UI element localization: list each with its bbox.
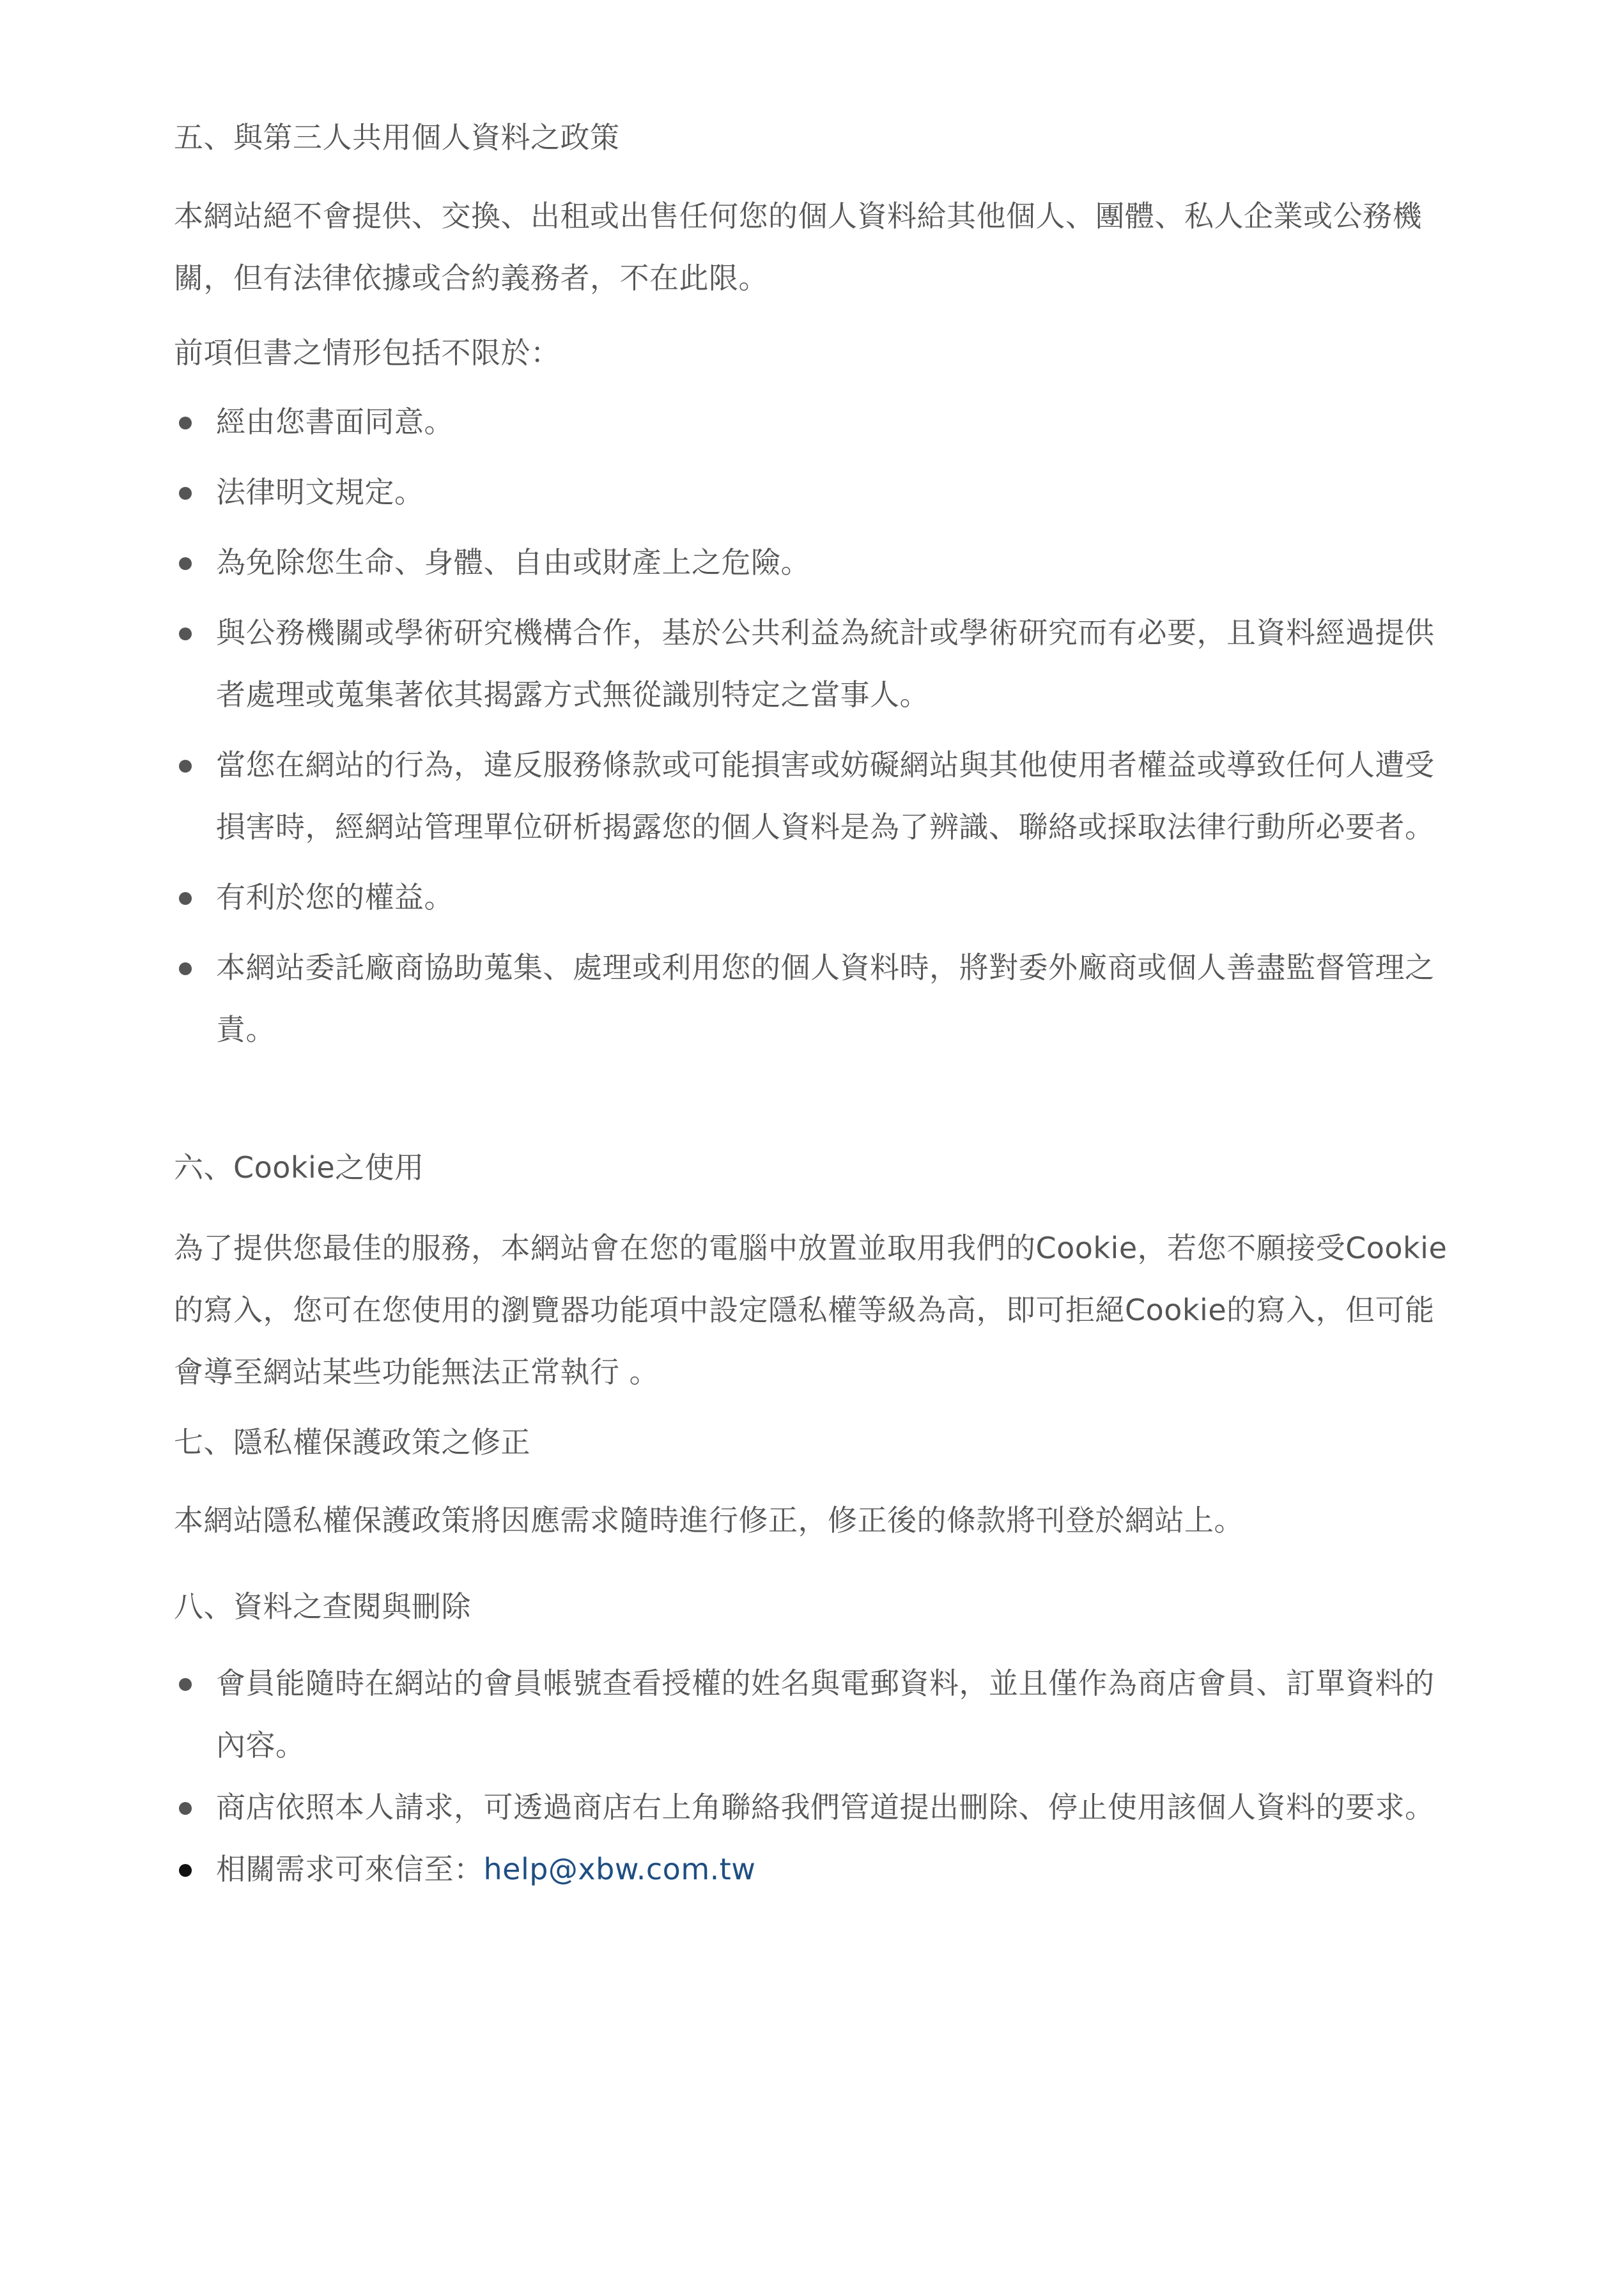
- section6-title: 六、Cookie之使用: [174, 1150, 424, 1185]
- bullet-icon: [179, 962, 192, 975]
- list-item: 商店依照本人請求，可透過商店右上角聯絡我們管道提出刪除、停止使用該個人資料的要求。: [174, 1776, 1452, 1838]
- contact-email-link[interactable]: help@xbw.com.tw: [483, 1852, 756, 1886]
- section6-paragraph: 為了提供您最佳的服務，本網站會在您的電腦中放置並取用我們的Cookie，若您不願接受Cookie的寫入，您可在您使用的瀏覽器功能項中設定隱私權等級為高，即可拒絕Cookie的寫入，但可能會導至網站某些功能無法正常執行 。: [174, 1231, 1448, 1389]
- bullet-icon: [179, 487, 192, 500]
- list-item: 本網站委託廠商協助蒐集、處理或利用您的個人資料時，將對委外廠商或個人善盡監督管理之責。: [174, 937, 1452, 1061]
- list-item-contact: [174, 1838, 1452, 1900]
- list-item: 有利於您的權益。: [174, 867, 1452, 928]
- bullet-icon: [179, 628, 192, 640]
- section8-title: 八、資料之查閱與刪除: [174, 1589, 471, 1624]
- bullet-icon: [179, 1802, 192, 1815]
- list-item: 當您在網站的行為，違反服務條款或可能損害或妨礙網站與其他使用者權益或導致任何人遭受損害時，經網站管理單位研析揭露您的個人資料是為了辨識、聯絡或採取法律行動所必要者。: [174, 734, 1452, 858]
- list-item: 法律明文規定。: [174, 461, 1452, 523]
- list-item: 為免除您生命、身體、自由或財產上之危險。: [174, 532, 1452, 594]
- section7-title: 七、隱私權保護政策之修正: [174, 1425, 530, 1460]
- bullet-icon: [179, 1678, 192, 1691]
- list-item: 會員能隨時在網站的會員帳號查看授權的姓名與電郵資料，並且僅作為商店會員、訂單資料的內容。: [174, 1653, 1452, 1776]
- list-item: 經由您書面同意。: [174, 391, 1452, 453]
- section5-list: [174, 391, 1452, 1061]
- section5-intro: 前項但書之情形包括不限於：: [174, 335, 561, 370]
- section7-paragraph: 本網站隱私權保護政策將因應需求隨時進行修正，修正後的條款將刊登於網站上。: [174, 1503, 1244, 1537]
- bullet-icon: [179, 1864, 192, 1877]
- bullet-icon: [179, 417, 192, 429]
- section8-list: [174, 1653, 1452, 1900]
- section5-title: 五、與第三人共用個人資料之政策: [174, 120, 620, 155]
- bullet-icon: [179, 760, 192, 773]
- list-item: 與公務機關或學術研究機構合作，基於公共利益為統計或學術研究而有必要，且資料經過提供者處理或蒐集著依其揭露方式無從識別特定之當事人。: [174, 602, 1452, 726]
- contact-label: 相關需求可來信至：: [216, 1852, 484, 1886]
- bullet-icon: [179, 892, 192, 905]
- section5-paragraph: 本網站絕不會提供、交換、出租或出售任何您的個人資料給其他個人、團體、私人企業或公務機關，但有法律依據或合約義務者，不在此限。: [174, 199, 1422, 295]
- bullet-icon: [179, 557, 192, 570]
